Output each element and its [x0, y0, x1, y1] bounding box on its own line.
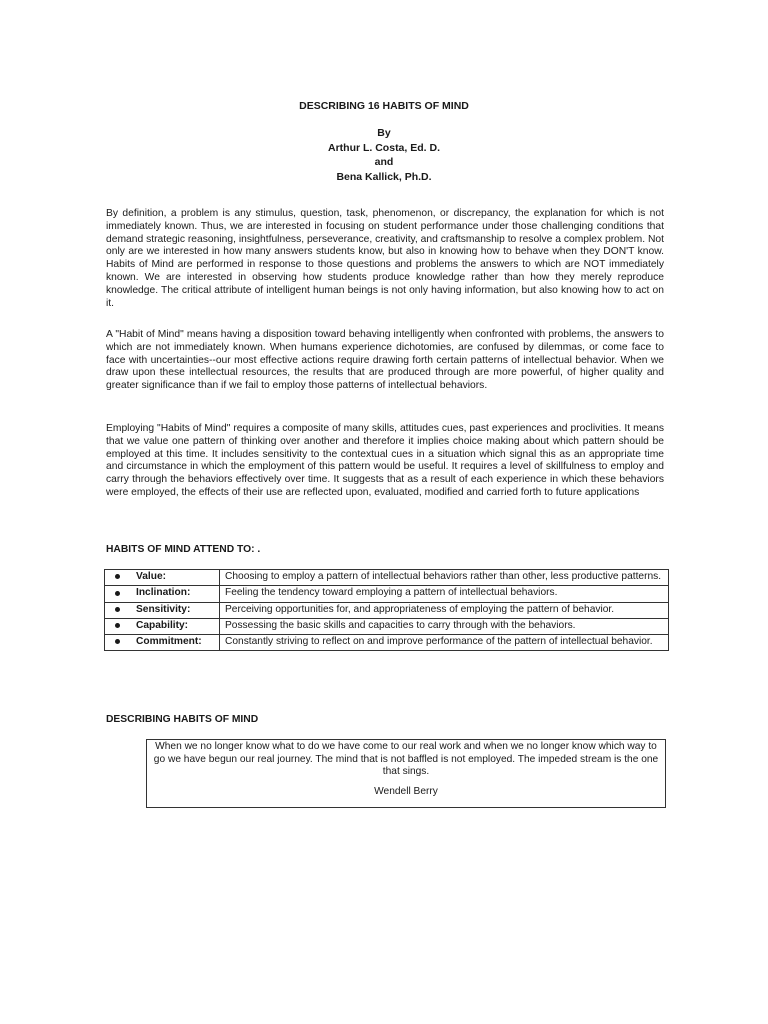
description-cell: Constantly striving to reflect on and improve performance of the pattern of intellectual behavior. [220, 635, 669, 651]
attend-to-heading: HABITS OF MIND ATTEND TO: . [106, 544, 261, 555]
bullet-icon [115, 591, 120, 596]
author-kallick: Bena Kallick, Ph.D. [336, 170, 432, 183]
byline-by: By [377, 127, 391, 139]
term-cell [105, 618, 220, 634]
description-cell: Choosing to employ a pattern of intellectual behaviors rather than other, less productive patterns. [220, 570, 669, 586]
description-cell: Perceiving opportunities for, and appropriateness of employing the pattern of behavior. [220, 602, 669, 618]
attend-to-table [104, 569, 669, 651]
description-cell: Possessing the basic skills and capacities to carry through with the behaviors. [220, 618, 669, 634]
describing-heading: DESCRIBING HABITS OF MIND [106, 714, 259, 725]
bullet-icon [115, 574, 120, 579]
author-costa: Arthur L. Costa, Ed. D. [327, 141, 440, 154]
bullet-icon [115, 639, 120, 644]
table-row [105, 635, 669, 651]
term-cell [105, 586, 220, 602]
table-row [105, 570, 669, 586]
paragraph-habit-of-mind: A "Habit of Mind" means having a disposition toward behaving intelligently when confronted with problems, the answers to which are not immediately known. When humans experience dichotomies, are confused by dilemmas, or come face to face with uncertainties--our most effective actions require drawing forth certain patterns of intellectual behavior. When we draw upon these intellectual resources, the results that are produced through are more powerful, of higher quality and greater significance than if we fail to employ those patterns of intellectual behaviors. [106, 329, 664, 392]
term-commitment: Commitment: [136, 636, 202, 648]
term-capability: Capability: [136, 619, 189, 631]
table-row [105, 602, 669, 618]
bullet-icon [115, 623, 120, 628]
term-inclination: Inclination: [136, 587, 191, 599]
paragraph-definition: By definition, a problem is any stimulus, question, task, phenomenon, or discrepancy, the explanation for which is not immediately known. Thus, we are interested in focusing on student performance under those challenging conditions that demand strategic reasoning, insightfulness, perseverance, creativity, and craftsmanship to resolve a complex problem. Not only are we interested in how many answers students know, but also in knowing how to behave when they DON'T know. Habits of Mind are performed in response to those questions and problems the answers to which are NOT immediately known. We are interested in observing how students produce knowledge rather than how they merely reproduce knowledge. The critical attribute of intelligent human beings is not only having information, but also knowing how to act on it. [106, 208, 664, 309]
table-row [105, 618, 669, 634]
bullet-icon [115, 607, 120, 612]
description-cell: Feeling the tendency toward employing a pattern of intellectual behaviors. [220, 586, 669, 602]
table-row [105, 586, 669, 602]
document-title: DESCRIBING 16 HABITS OF MIND [299, 100, 469, 112]
quote-box [146, 739, 666, 808]
byline [0, 126, 768, 184]
term-cell [105, 570, 220, 586]
quote-author: Wendell Berry [374, 785, 438, 797]
paragraph-employing: Employing "Habits of Mind" requires a composite of many skills, attitudes cues, past experiences and proclivities. It means that we value one pattern of thinking over another and therefore it implies choice making about which pattern should be employed at this time. It includes sensitivity to the contextual cues in a situation which signal this as an appropriate time and circumstance in which the employment of this pattern would be useful. It requires a level of skillfulness to employ and carry through the behaviors effectively over time. It suggests that as a result of each experience in which these behaviors were employed, the effects of their use are reflected upon, evaluated, modified and carried forth to future applications [106, 423, 664, 498]
byline-and: and [374, 156, 394, 168]
term-sensitivity: Sensitivity: [136, 603, 191, 615]
term-cell [105, 635, 220, 651]
term-value: Value: [136, 571, 167, 582]
quote-text: When we no longer know what to do we have come to our real work and when we no longer know which way to go we have begun our real journey. The mind that is not baffled is not employed. The impeded stream is the one that sings. [153, 741, 659, 778]
term-cell [105, 602, 220, 618]
